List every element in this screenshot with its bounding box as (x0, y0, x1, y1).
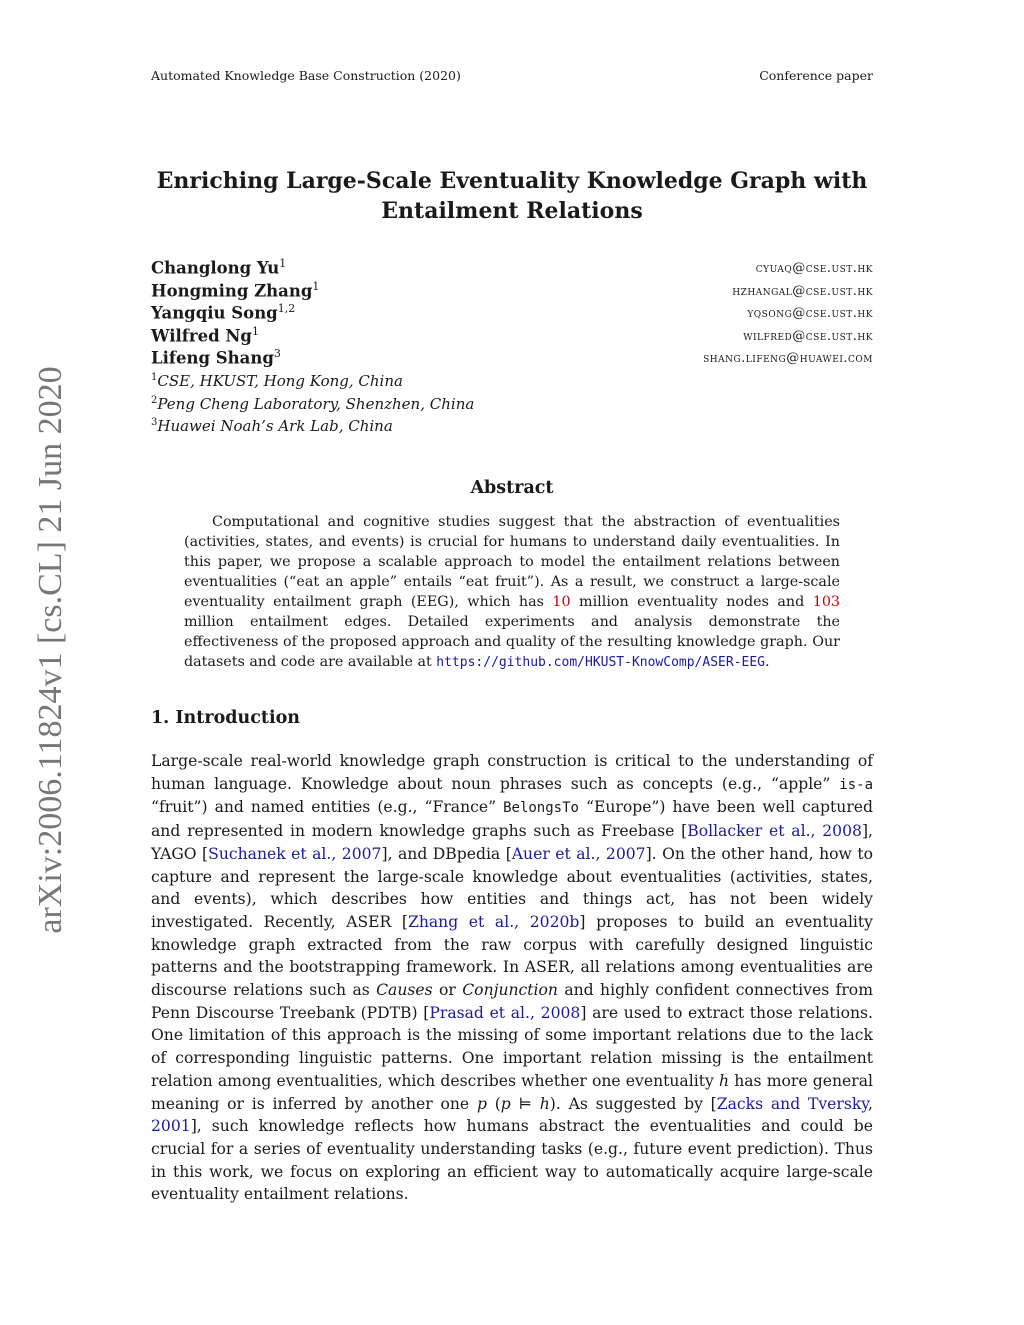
author-email[interactable]: cyuaq@cse.ust.hk (755, 261, 873, 276)
citation-link[interactable]: Auer et al., 2007 (511, 844, 646, 863)
running-header-type: Conference paper (759, 68, 873, 83)
section-heading-introduction: 1. Introduction (151, 708, 300, 728)
author-email[interactable]: wilfred@cse.ust.hk (743, 329, 873, 344)
arxiv-id: arXiv:2006.11824v1 [cs.CL] 21 Jun 2020 (32, 366, 69, 934)
edge-count[interactable]: 103 (812, 594, 841, 610)
introduction-body: Large-scale real-world knowledge graph construction is critical to the understanding of human language. Knowledge about noun phrases such as concepts (e.g., “apple” is-a “fruit”) and named entities (e.g., “France” BelongsTo “Europe”) have been well captured and represented in modern knowledge graphs such as Freebase [Bollacker et al., 2008], YAGO [Suchanek et al., 2007], and DBpedia [Auer et al., 2007]. On the other hand, how to capture and represent the large-scale knowledge about eventualities (activities, states, and events), which describes how entities and things act, has not been widely investigated. Recently, ASER [Zhang et al., 2020b] proposes to build an eventuality knowledge graph extracted from the raw corpus with carefully designed linguistic patterns and the bootstrapping framework. In ASER, all relations among eventualities are discourse relations such as Causes or Conjunction and highly confident connectives from Penn Discourse Treebank (PDTB) [Prasad et al., 2008] are used to extract those relations. One limitation of this approach is the missing of some important relations due to the lack of corresponding linguistic patterns. One important relation missing is the entailment relation among eventualities, which describes whether one eventuality h has more general meaning or is inferred by another one p (p ⊨ h). As suggested by [Zacks and Tversky, 2001], such knowledge reflects how humans abstract the eventualities and could be crucial for a series of eventuality understanding tasks (e.g., future event prediction). Thus in this work, we focus on exploring an efficient way to automatically acquire large-scale eventuality entailment relations. (151, 752, 874, 1204)
node-count[interactable]: 10 (552, 594, 571, 610)
citation-link[interactable]: Prasad et al., 2008 (429, 1003, 581, 1022)
author-email[interactable]: shang.lifeng@huawei.com (703, 351, 873, 366)
author-name: Lifeng Shang$^3$ (151, 347, 281, 368)
repo-link[interactable]: https://github.com/HKUST-KnowComp/ASER-EEG (436, 655, 766, 670)
abstract-body: Computational and cognitive studies suggest that the abstraction of eventualities (activities, states, and events) is crucial for humans to understand daily eventualities. In this paper, we propose a scalable approach to model the entailment relations between eventualities (“eat an apple” entails “eat fruit”). As a result, we construct a large-scale eventuality entailment graph (EEG), which has 10 million eventuality nodes and 103 million entailment edges. Detailed experiments and analysis demonstrate the effectiveness of the proposed approach and quality of the resulting knowledge graph. Our datasets and code are available at https://github.com/HKUST-KnowComp/ASER-EEG. (184, 514, 841, 670)
running-header-venue: Automated Knowledge Base Construction (2020) (151, 68, 461, 83)
paper-title-line-1: Enriching Large-Scale Eventuality Knowledge Graph with (156, 168, 868, 194)
author-name: Hongming Zhang$^1$ (151, 280, 320, 301)
author-name: Changlong Yu$^1$ (151, 257, 287, 278)
citation-link[interactable]: Zhang et al., 2020b (407, 912, 580, 931)
paper-title-line-2: Entailment Relations (381, 198, 643, 224)
citation-link[interactable]: Bollacker et al., 2008 (687, 822, 862, 841)
author-email[interactable]: yqsong@cse.ust.hk (747, 306, 873, 321)
abstract-heading: Abstract (470, 478, 554, 498)
author-name: Wilfred Ng$^1$ (151, 325, 259, 346)
author-email[interactable]: hzhangal@cse.ust.hk (732, 284, 873, 299)
affiliation: $^2$Peng Cheng Laboratory, Shenzhen, China (151, 395, 475, 413)
affiliation: $^1$CSE, HKUST, Hong Kong, China (151, 372, 403, 390)
citation-link[interactable]: Zacks and Tversky, 2001 (151, 1094, 874, 1136)
affiliation: $^3$Huawei Noah’s Ark Lab, China (151, 417, 393, 435)
author-name: Yangqiu Song$^{1,2}$ (151, 302, 296, 323)
citation-link[interactable]: Suchanek et al., 2007 (208, 844, 382, 863)
